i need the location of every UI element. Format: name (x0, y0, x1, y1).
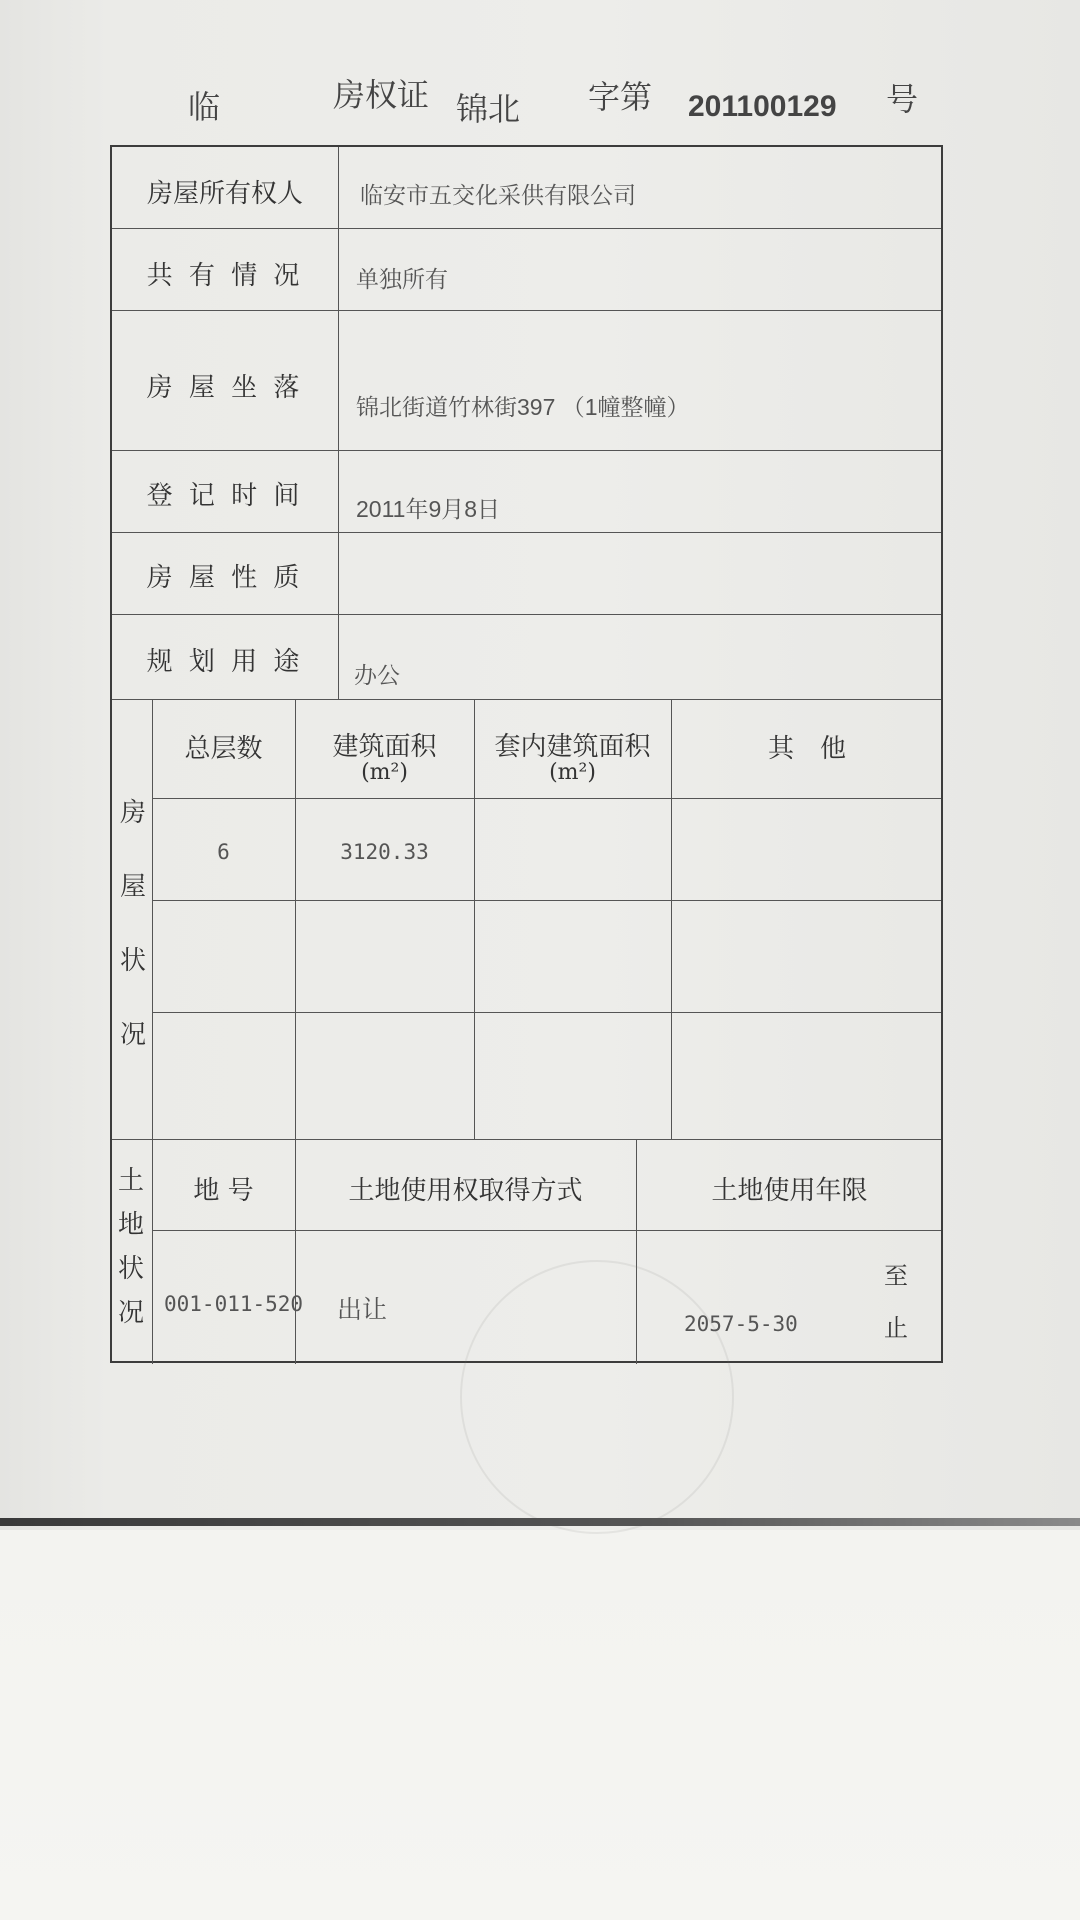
faint-seal-stamp (460, 1260, 734, 1534)
regtime-row (112, 450, 941, 533)
land-parcel-value: 001-011-520 (164, 1292, 304, 1316)
land-method-value: 出让 (337, 1296, 388, 1324)
location-row (112, 310, 941, 451)
usage-row (112, 614, 941, 700)
house-header-area: 建筑面积 (332, 732, 437, 762)
header-cert-label: 房权证 (333, 76, 430, 114)
house-status-block: 房 屋 状 况 总层数 建筑面积 (m²) 套内建筑面积 (m²) 其 他 6 3120.33 (112, 699, 941, 1140)
owner-row (112, 147, 941, 228)
house-floors-value: 6 (217, 840, 230, 864)
usage-value: 办公 (354, 662, 400, 688)
location-label: 房 屋 坐 落 (146, 373, 304, 403)
share-value: 单独所有 (356, 266, 448, 292)
header-prefix: 临 (188, 88, 221, 126)
header-hao: 号 (886, 80, 919, 118)
certificate-header (0, 70, 1080, 130)
header-district: 锦北 (456, 90, 521, 128)
house-header-floors: 总层数 (184, 734, 263, 764)
header-number: 201100129 (688, 90, 837, 123)
header-zi: 字第 (588, 78, 653, 116)
land-term-end-value: 2057-5-30 (684, 1312, 798, 1336)
usage-label: 规 划 用 途 (146, 647, 304, 677)
house-header-other: 其 他 (767, 734, 846, 764)
land-header-parcel: 地 号 (193, 1176, 254, 1206)
land-header-method: 土地使用权取得方式 (348, 1176, 583, 1206)
owner-value: 临安市五交化采供有限公司 (360, 182, 636, 208)
certificate-table (110, 145, 943, 1363)
location-value: 锦北街道竹林街397 （1幢整幢） (356, 394, 690, 420)
nature-label: 房 屋 性 质 (146, 563, 304, 593)
land-header-term: 土地使用年限 (711, 1176, 868, 1206)
nature-row (112, 532, 941, 615)
land-status-block: 土 地 状 况 地 号 土地使用权取得方式 土地使用年限 001-011-520 出让 2057-5-30 至 止 (112, 1139, 941, 1364)
owner-label: 房屋所有权人 (146, 179, 303, 209)
land-term-zhi: 至 (884, 1262, 908, 1290)
regtime-value: 2011年9月8日 (356, 496, 501, 522)
house-header-inner-area: 套内建筑面积 (494, 732, 651, 762)
house-header-inner-area-unit: (m²) (549, 760, 596, 785)
land-term-zhi2: 止 (884, 1314, 908, 1342)
house-area-value: 3120.33 (340, 840, 429, 864)
paper-bottom-edge (0, 1518, 1080, 1526)
regtime-label: 登 记 时 间 (146, 481, 304, 511)
share-label: 共 有 情 况 (146, 261, 304, 291)
share-row (112, 228, 941, 311)
house-header-area-unit: (m²) (361, 760, 408, 785)
